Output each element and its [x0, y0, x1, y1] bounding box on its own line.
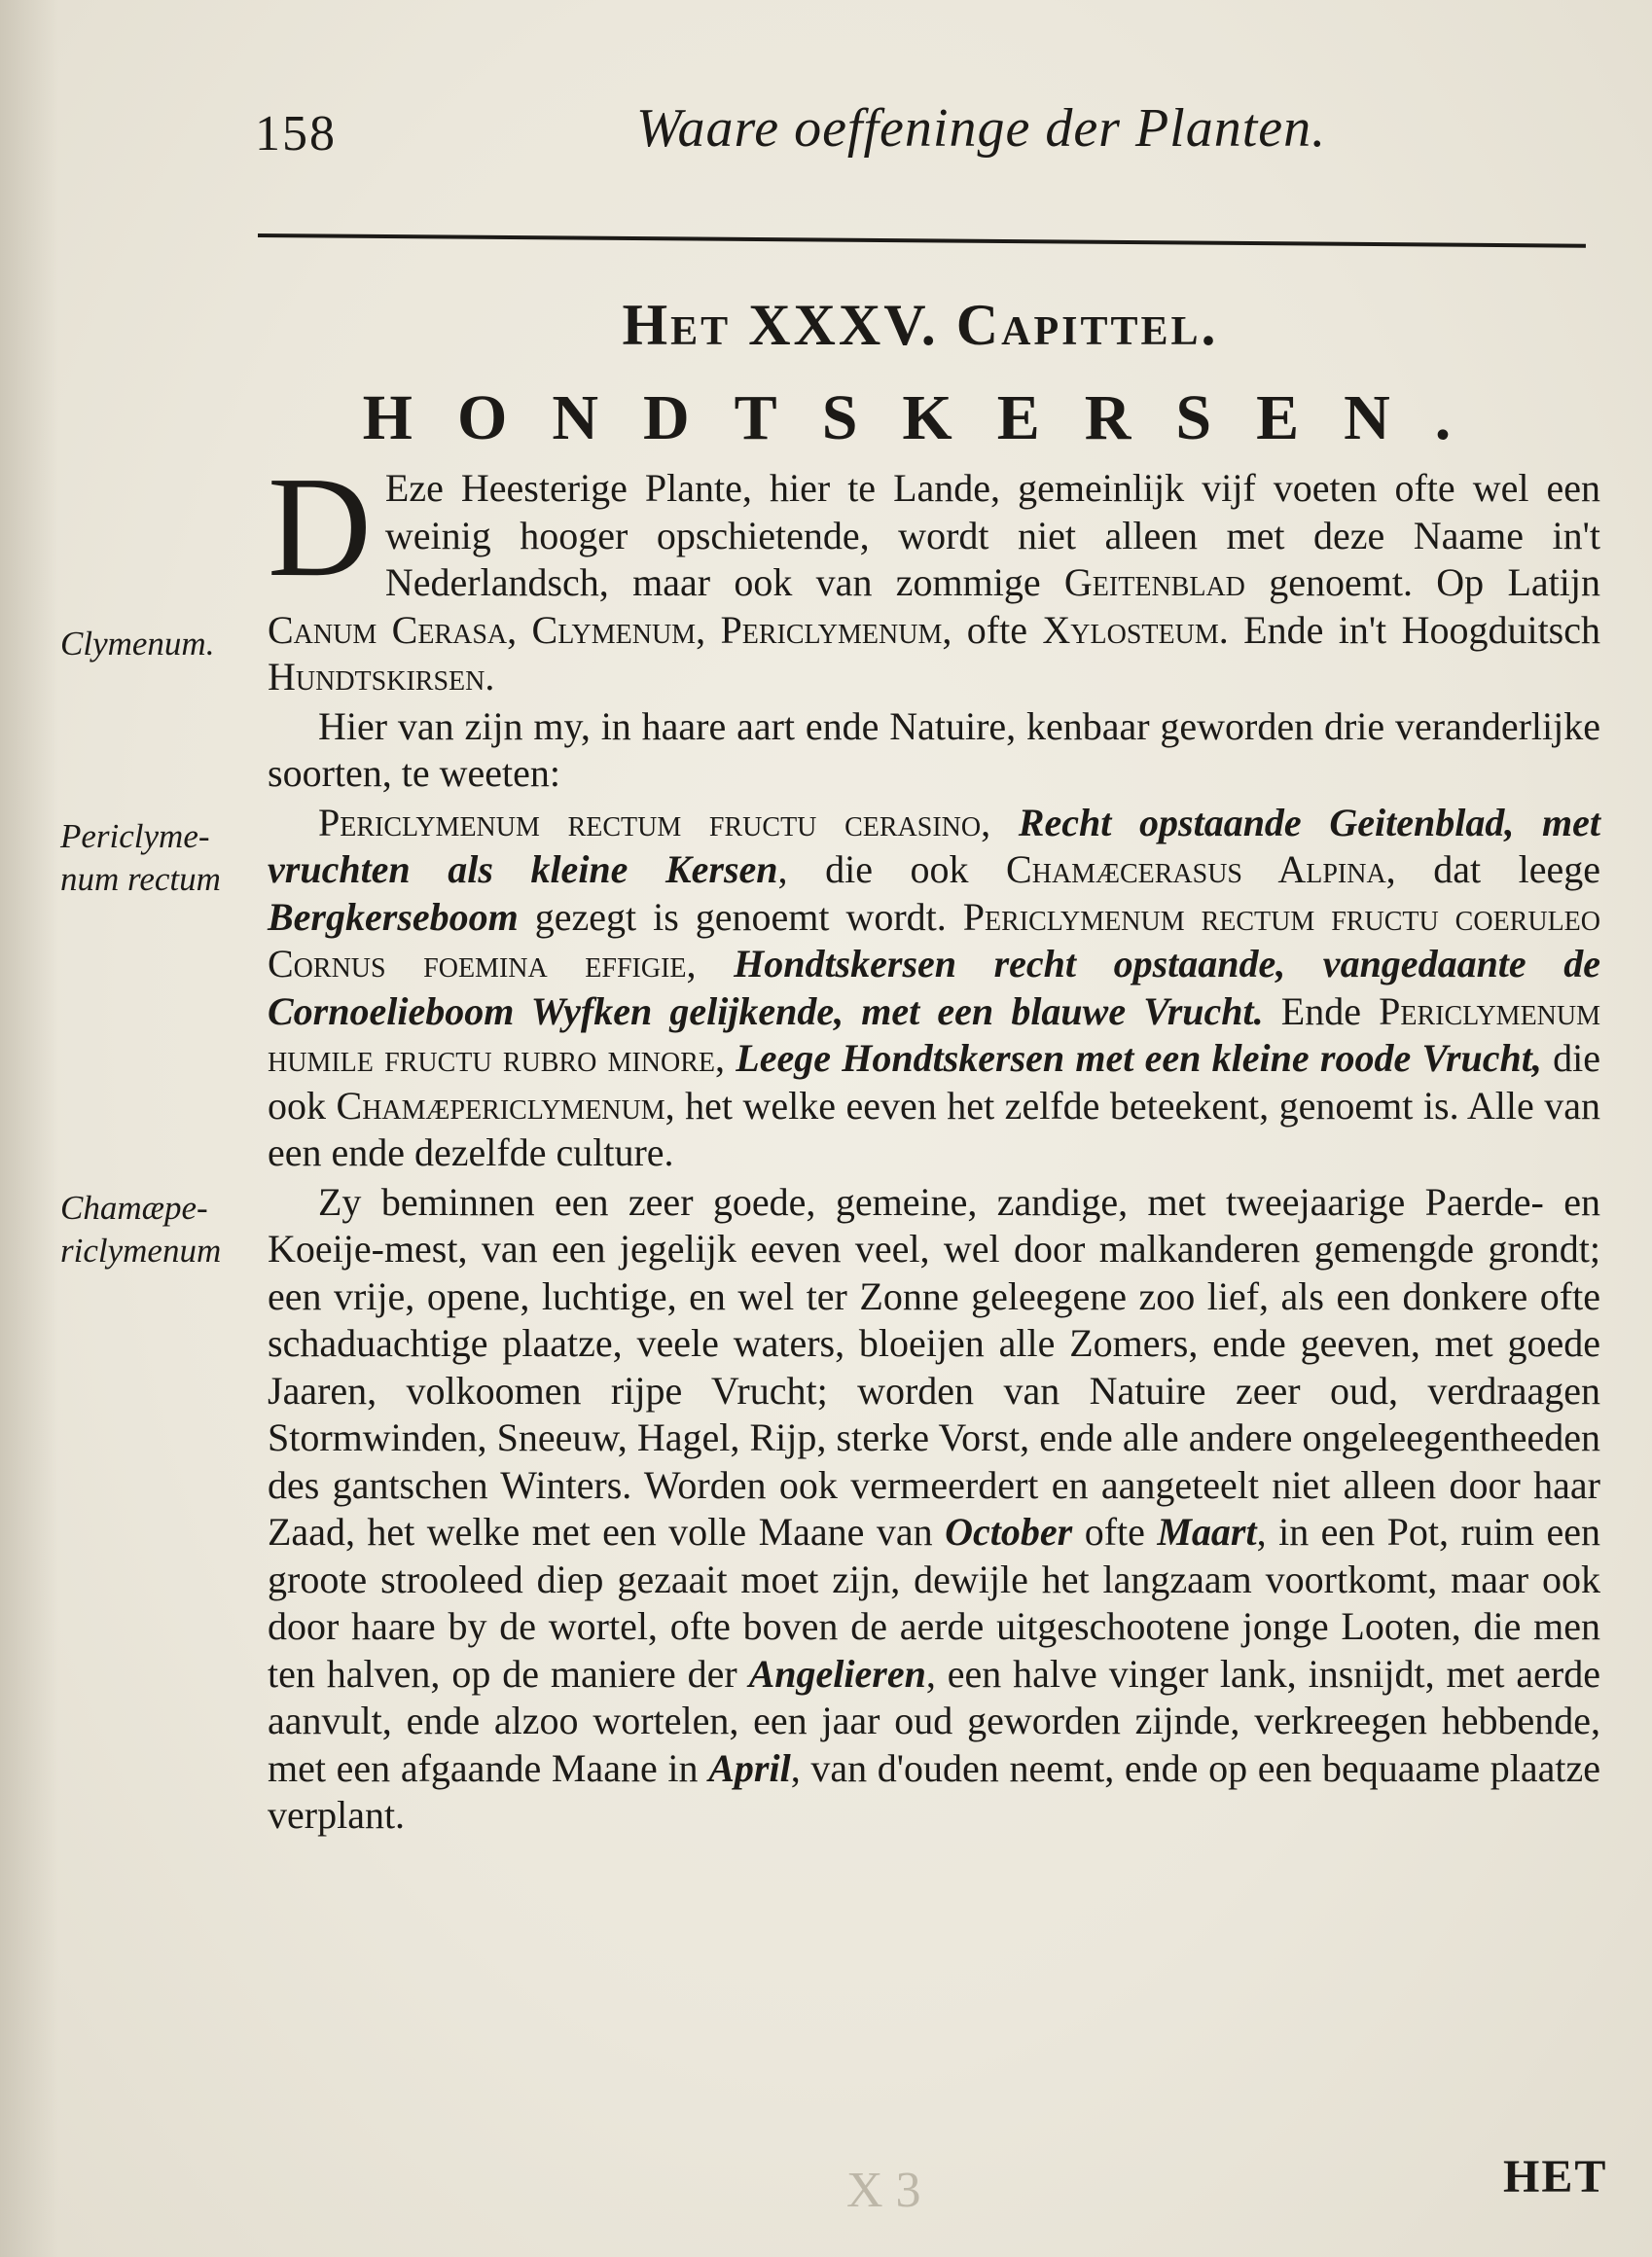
text-run: Eze Heesterige Plante, hier te Lande, gemeinlijk vijf voeten ofte wel een weinig hooger opschietende, wordt niet alleen met deze Naame in't Nederlandsch, maar ook van zommige	[384, 466, 1600, 604]
margin-note-periclymenum-rectum: Periclyme- num rectum	[60, 817, 221, 898]
text-run: Ende	[1263, 988, 1380, 1033]
text-dutch-variety-2: Hondtskersen recht opstaande, vangedaante de Cornoelieboom Wyfken gelijkende, met een blauwe Vrucht.	[268, 942, 1600, 1033]
text-run: ,	[715, 1036, 736, 1080]
text-maart: Maart	[1157, 1510, 1257, 1554]
text-october: October	[945, 1510, 1073, 1554]
catchword: HET	[1503, 2151, 1608, 2203]
text-run: , in een Pot, ruim een groote strooleed diep gezaait moet zijn, dewijle het langzaam voortkomt, maar ook door haare by de wortel, ofte boven de aerde uitgeschootene jonge Looten, die men ten halven, op de maniere der	[268, 1510, 1600, 1696]
text-run: Zy beminnen een zeer goede, gemeine, zandige, met tweejaarige Paerde- en Koeije-mest, van een jegelijk eeven veel, wel door malkanderen gemengde grondt; een vrije, opene, luchtige, en wel ter Zonne geleegene zoo lief, als een donkere ofte schaduachtige plaatze, veele waters, bloeijen alle Zomers, ende geeven, met goede Jaaren, volkoomen rijpe Vrucht; worden van Natuire zeer oud, verdraagen Stormwinden, Sneeuw, Hagel, Rijp, sterke Vorst, ende alle andere ongeleegentheeden des gantschen Winters. Worden ook vermeerdert en aangeteelt niet alleen door haar Zaad, het welke met een volle Maane van	[268, 1179, 1600, 1554]
text-chamaepericlymenum: Chamæpericlymenum	[336, 1083, 665, 1128]
text-latin-variety-1: Periclymenum rectum fructu cerasino	[318, 800, 982, 844]
text-run: , een halve vinger lank, insnijdt, met aerde aanvult, ende alzoo wortelen, een jaar oud geworden zijnde, verkreegen hebbende, met een afgaande Maane in	[268, 1651, 1601, 1790]
text-latin-variety-2: Periclymenum rectum fructu coeruleo Cornus foemina effigie	[268, 894, 1600, 985]
text-dutch-variety-1: Recht opstaande Geitenblad, met vruchten als kleine Kersen	[268, 800, 1601, 891]
running-head	[255, 97, 1364, 175]
bleed-through-signature: X 3	[846, 2163, 921, 2218]
text-angelieren: Angelieren	[748, 1651, 926, 1696]
gutter-shadow	[0, 0, 58, 2257]
text-dutch-variety-3: Leege Hondtskersen met een kleine roode Vrucht,	[736, 1036, 1542, 1080]
drop-cap: D	[268, 448, 372, 607]
text-run: .	[485, 655, 495, 699]
header-rule	[258, 233, 1586, 248]
text-run: . Ende in't Hoogduitsch	[1218, 607, 1601, 652]
text-run: , die ook	[777, 847, 1007, 891]
text-run: , dat leege	[1385, 847, 1601, 891]
paragraph-varieties: Periclymenum rectum fructu cerasino, Recht opstaande Geitenblad, met vruchten als kleine Kersen, die ook Chamæcerasus Alpina, dat leege Bergkerseboom gezegt is genoemt wordt. Periclymenum rectum fructu coeruleo Cornus foemina effigie, Hondtskersen recht opstaande, vangedaante de Cornoelieboom Wyfken gelijkende, met een blauwe Vrucht. Ende Periclymenum humile fructu rubro minore, Leege Hondtskersen met een kleine roode Vrucht, die ook Chamæpericlymenum, het welke eeven het zelfde beteekent, genoemt is. Alle van een ende dezelfde culture.	[268, 800, 1601, 1174]
text-run: gezegt is genoemt wordt.	[518, 894, 963, 939]
text-xylosteum: Xylosteum	[1042, 607, 1219, 652]
text-latin-names: Canum Cerasa, Clymenum, Periclymenum	[268, 607, 943, 652]
plant-title: HONDTSKERSEN.	[362, 382, 1496, 453]
chapter-title: Het XXXV. Capittel.	[622, 293, 1219, 357]
text-run: ofte	[1072, 1510, 1158, 1554]
text-run: die ook	[268, 1036, 1600, 1128]
text-run: , het welke eeven het zelfde beteekent, genoemt is. Alle van een ende dezelfde culture.	[268, 1083, 1600, 1174]
text-geitenblad: Geitenblad	[1063, 560, 1245, 604]
text-german-name: Hundtskirsen	[268, 655, 485, 699]
paragraph-intro	[268, 448, 1601, 701]
paragraph-culture	[268, 1179, 1600, 1840]
text-latin-chamaecerasus: Chamæcerasus Alpina	[1006, 847, 1386, 891]
paragraph-varieties-intro: Hier van zijn my, in haare aart ende Natuire, kenbaar geworden drie veranderlijke soorten, te weeten:	[268, 703, 1600, 795]
running-title: Waare oeffeninge der Planten.	[636, 98, 1327, 159]
text-latin-variety-3: Periclymenum humile fructu rubro minore	[268, 988, 1601, 1080]
body-text	[268, 448, 1601, 1840]
text-run: ,	[686, 942, 735, 985]
page-number: 158	[255, 106, 337, 161]
text-run: , ofte	[942, 607, 1043, 652]
margin-note-clymenum: Clymenum.	[60, 625, 215, 663]
text-run: , van d'ouden neemt, ende op een bequaame plaatze verplant.	[268, 1745, 1601, 1837]
text-run: genoemt. Op Latijn	[1244, 560, 1600, 604]
text-bergkerseboom: Bergkerseboom	[268, 894, 519, 939]
text-april: April	[708, 1745, 791, 1790]
margin-note-chamaepericlymenum: Chamæpe- riclymenum	[60, 1189, 222, 1270]
